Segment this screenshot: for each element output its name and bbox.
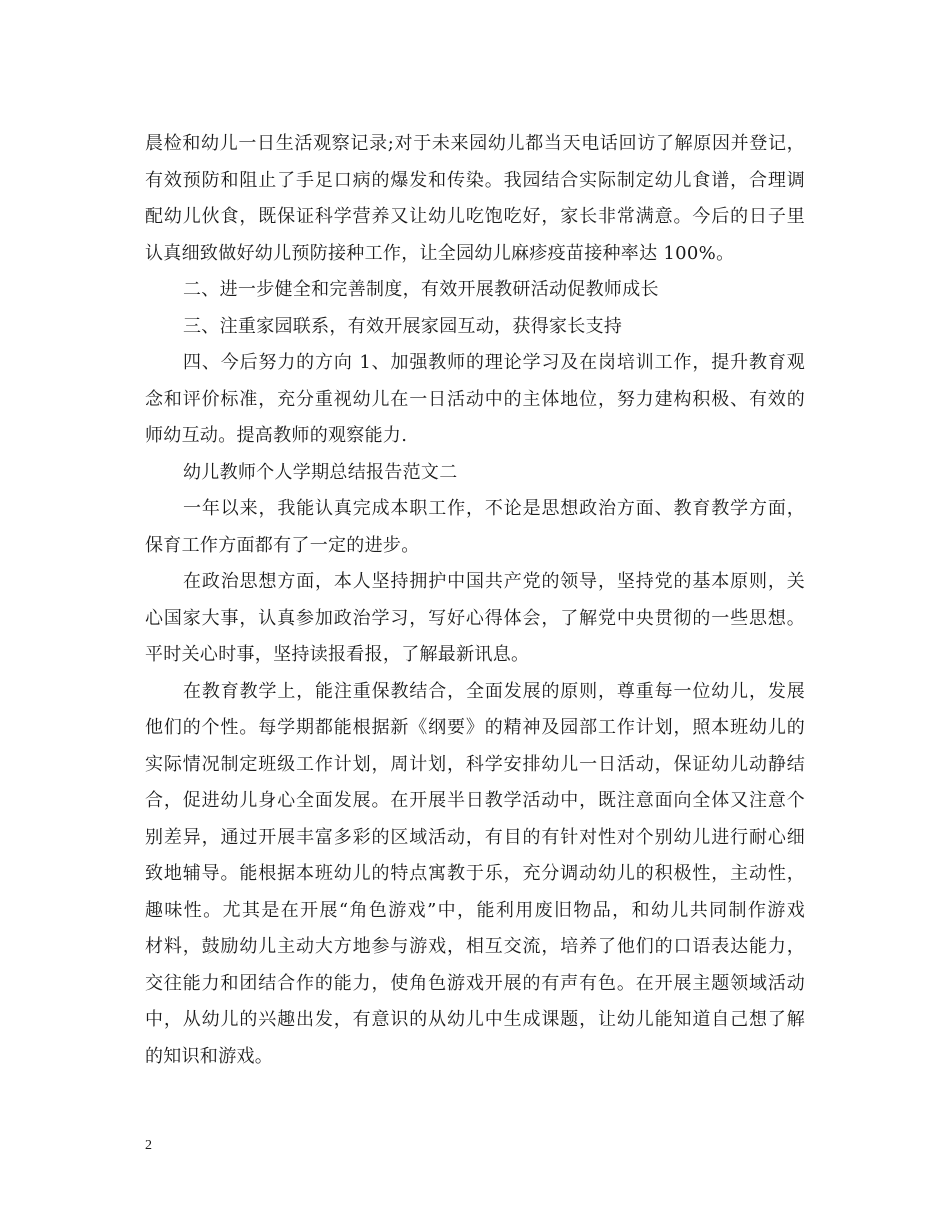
section-heading: 三、注重家园联系，有效开展家园互动，获得家长支持 bbox=[183, 315, 623, 337]
article-title: 幼儿教师个人学期总结报告范文二 bbox=[183, 461, 458, 483]
text-line: 平时关心时事，坚持读报看报，了解最新讯息。 bbox=[145, 644, 530, 665]
text-line: 师幼互动。提高教师的观察能力. bbox=[145, 425, 408, 446]
section-heading: 二、进一步健全和完善制度，有效开展教研活动促教师成长 bbox=[183, 279, 659, 300]
text-line: 的知识和游戏。 bbox=[145, 1045, 274, 1067]
text-line: 保育工作方面都有了一定的进步。 bbox=[145, 534, 420, 556]
text-line: 交往能力和团结合作的能力，使角色游戏开展的有声有色。在开展主题领域活动 bbox=[145, 972, 805, 994]
document-body bbox=[145, 126, 805, 1075]
text-line: 念和评价标准，充分重视幼儿在一日活动中的主体地位，努力建构积极、有效的 bbox=[145, 388, 805, 410]
text-line: 材料，鼓励幼儿主动大方地参与游戏，相互交流，培养了他们的口语表达能力， bbox=[145, 936, 805, 957]
page-number: 2 bbox=[145, 1138, 152, 1153]
text-line: 在教育教学上，能注重保教结合，全面发展的原则，尊重每一位幼儿，发展 bbox=[183, 680, 805, 702]
text-line: 有效预防和阻止了手足口病的爆发和传染。我园结合实际制定幼儿食谱，合理调 bbox=[145, 169, 805, 191]
text-line: 中，从幼儿的兴趣出发，有意识的从幼儿中生成课题，让幼儿能知道自己想了解 bbox=[145, 1009, 805, 1030]
text-line: 别差异，通过开展丰富多彩的区域活动，有目的有针对性对个别幼儿进行耐心细 bbox=[145, 826, 805, 848]
text-line: 配幼儿伙食，既保证科学营养又让幼儿吃饱吃好，家长非常满意。今后的日子里 bbox=[145, 206, 805, 227]
text-line: 致地辅导。能根据本班幼儿的特点寓教于乐，充分调动幼儿的积极性，主动性， bbox=[145, 863, 805, 884]
text-line: 趣味性。尤其是在开展“角色游戏”中，能利用废旧物品，和幼儿共同制作游戏 bbox=[145, 899, 805, 921]
text-line: 四、今后努力的方向 1、加强教师的理论学习及在岗培训工作，提升教育观 bbox=[183, 352, 805, 373]
text-line: 他们的个性。每学期都能根据新《纲要》的精神及园部工作计划，照本班幼儿的 bbox=[145, 717, 805, 738]
text-line: 合，促进幼儿身心全面发展。在开展半日教学活动中，既注意面向全体又注意个 bbox=[145, 790, 805, 811]
text-line: 心国家大事，认真参加政治学习，写好心得体会，了解党中央贯彻的一些思想。 bbox=[145, 607, 805, 629]
text-line: 在政治思想方面，本人坚持拥护中国共产党的领导，坚持党的基本原则，关 bbox=[183, 571, 805, 592]
text-line: 实际情况制定班级工作计划，周计划，科学安排幼儿一日活动，保证幼儿动静结 bbox=[145, 753, 805, 775]
text-line: 一年以来，我能认真完成本职工作，不论是思想政治方面、教育教学方面， bbox=[183, 498, 805, 519]
text-line: 认真细致做好幼儿预防接种工作，让全园幼儿麻疹疫苗接种率达 100%。 bbox=[145, 242, 735, 264]
text-line: 晨检和幼儿一日生活观察记录;对于未来园幼儿都当天电话回访了解原因并登记， bbox=[145, 133, 805, 154]
